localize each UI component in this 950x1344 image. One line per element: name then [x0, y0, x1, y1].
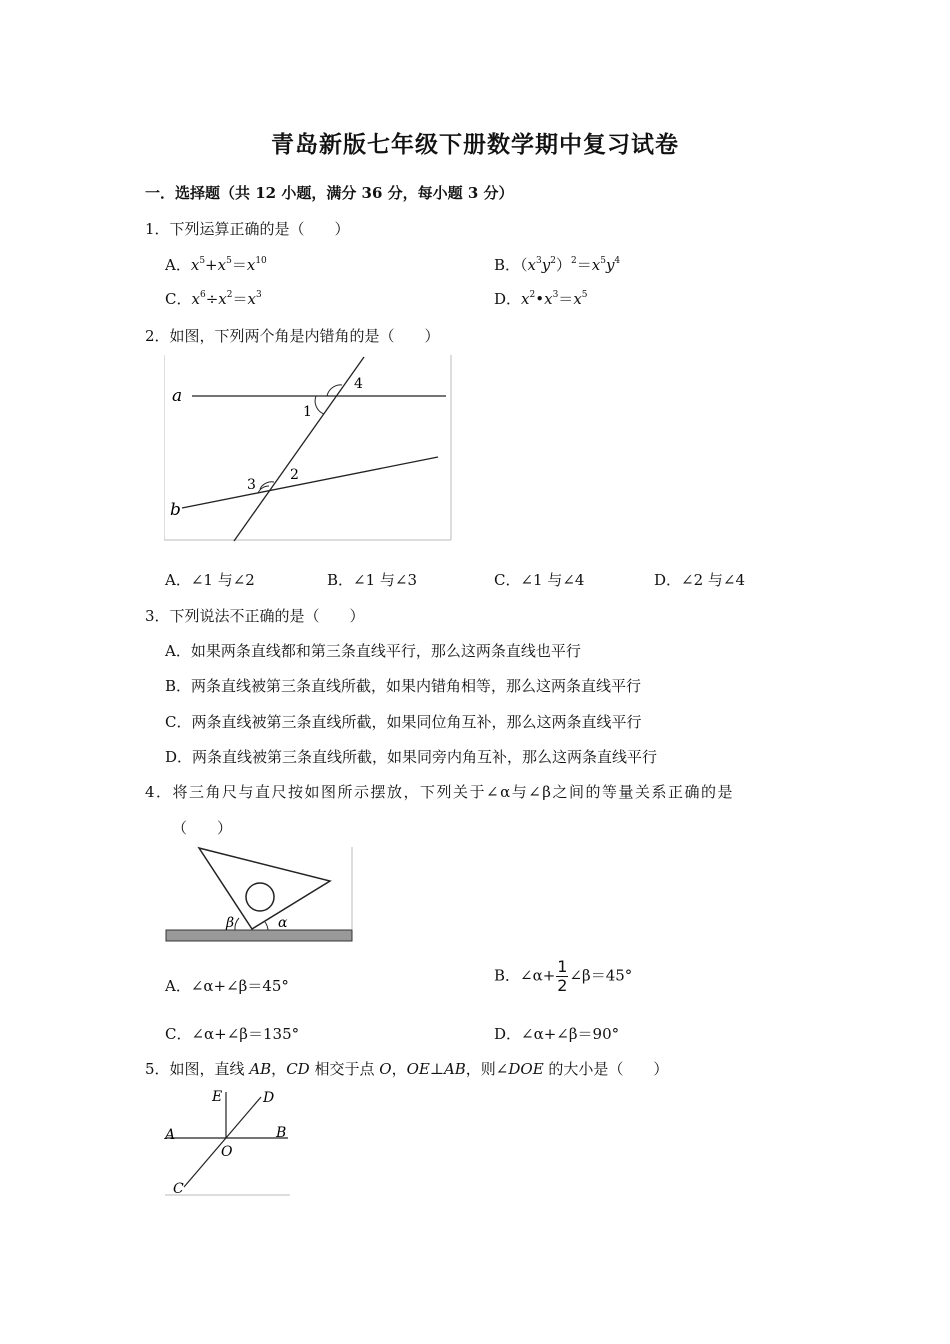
q5-line-cd: CD: [286, 1060, 310, 1078]
q2-option-d: D．∠2 与∠4: [654, 571, 746, 589]
fraction-one-half: [556, 958, 568, 995]
angle-2-label: 2: [290, 467, 299, 483]
q2-option-c: C．∠1 与∠4: [494, 571, 585, 589]
point-a-label: A: [165, 1127, 176, 1143]
q5-line-ab: AB: [443, 1060, 466, 1078]
question-2-stem: 2．如图，下列两个角是内错角的是（ ）: [145, 327, 440, 345]
q4-option-d: D．∠α+∠β＝90°: [494, 1025, 620, 1043]
q1-option-a-label: A．: [165, 256, 191, 274]
fraction-numerator: 1: [557, 957, 568, 976]
section-heading: 一．选择题（共 12 小题，满分 36 分，每小题 3 分）: [145, 184, 514, 202]
beta-label: β: [226, 915, 235, 931]
q5-sep: ，: [271, 1060, 287, 1078]
q1-option-c: C．$x^6\div x^2=x^3$: [165, 290, 262, 308]
point-o-label: O: [221, 1144, 233, 1160]
q1-option-b-label: B．: [494, 256, 521, 274]
q5-angle-doe: DOE: [508, 1060, 544, 1078]
perpendicular-symbol: ⊥: [429, 1060, 444, 1078]
q2-option-b: B．∠1 与∠3: [327, 571, 418, 589]
q1-option-d: D．$x^2•x^3=x^5$: [494, 290, 588, 308]
q3-option-c: C．两条直线被第三条直线所截，如果同位角互补，那么这两条直线平行: [165, 713, 642, 731]
q4-figure-triangle-ruler: [164, 845, 356, 945]
q4-option-a: A．∠α+∠β＝45°: [165, 977, 289, 995]
angle-3-label: 3: [247, 477, 256, 493]
q2-option-a: A．∠1 与∠2: [165, 571, 255, 589]
q1-option-b: B．$(x^3y^2)^2=x^5y^4$: [494, 256, 621, 274]
q5-stem-mid: 相交于点: [309, 1060, 380, 1078]
q4-option-b-prefix: B．∠α+: [494, 966, 556, 985]
angle-4-label: 4: [354, 376, 363, 392]
q1-option-c-label: C．: [165, 290, 192, 308]
q5-stem-suffix: 的大小是（ ）: [543, 1060, 669, 1078]
q3-option-a: A．如果两条直线都和第三条直线平行，那么这两条直线也平行: [165, 642, 581, 660]
q5-line-ab: AB: [249, 1060, 272, 1078]
q4-option-c: C．∠α+∠β＝135°: [165, 1025, 300, 1043]
question-1-stem: 1．下列运算正确的是（ ）: [145, 220, 350, 238]
q1-option-d-label: D．: [494, 290, 522, 308]
point-b-label: B: [276, 1125, 287, 1141]
q5-line-oe: OE: [406, 1060, 430, 1078]
line-b-label: b: [170, 500, 181, 520]
question-4-stem: 4．将三角尺与直尺按如图所示摆放，下列关于∠α与∠β之间的等量关系正确的是: [145, 783, 734, 801]
q1-option-a: A．$x^5+x^5=x^{10}$: [165, 256, 267, 274]
q3-option-d: D．两条直线被第三条直线所截，如果同旁内角互补，那么这两条直线平行: [165, 748, 658, 766]
point-e-label: E: [212, 1089, 223, 1105]
q5-sep: ，: [391, 1060, 407, 1078]
q4-option-b-suffix: ∠β＝45°: [569, 966, 633, 985]
angle-1-label: 1: [303, 404, 312, 420]
q5-stem-mid: ，则∠: [465, 1060, 509, 1078]
q3-option-b: B．两条直线被第三条直线所截，如果内错角相等，那么这两条直线平行: [165, 677, 642, 695]
q2-figure-parallel-lines: [164, 355, 454, 543]
q4-option-b: [494, 958, 632, 995]
point-d-label: D: [263, 1090, 275, 1106]
question-3-stem: 3．下列说法不正确的是（ ）: [145, 607, 365, 625]
q5-stem-prefix: 5．如图，直线: [145, 1060, 250, 1078]
q5-point-o: O: [379, 1060, 392, 1078]
point-c-label: C: [173, 1181, 184, 1197]
fraction-denominator: 2: [557, 976, 568, 995]
line-a-label: a: [172, 386, 183, 406]
alpha-label: α: [278, 915, 288, 931]
q5-figure-intersecting-lines: [164, 1085, 294, 1200]
question-4-bracket: （ ）: [172, 819, 233, 837]
question-5-stem: [145, 1058, 668, 1079]
page-title: 青岛新版七年级下册数学期中复习试卷: [271, 131, 679, 158]
